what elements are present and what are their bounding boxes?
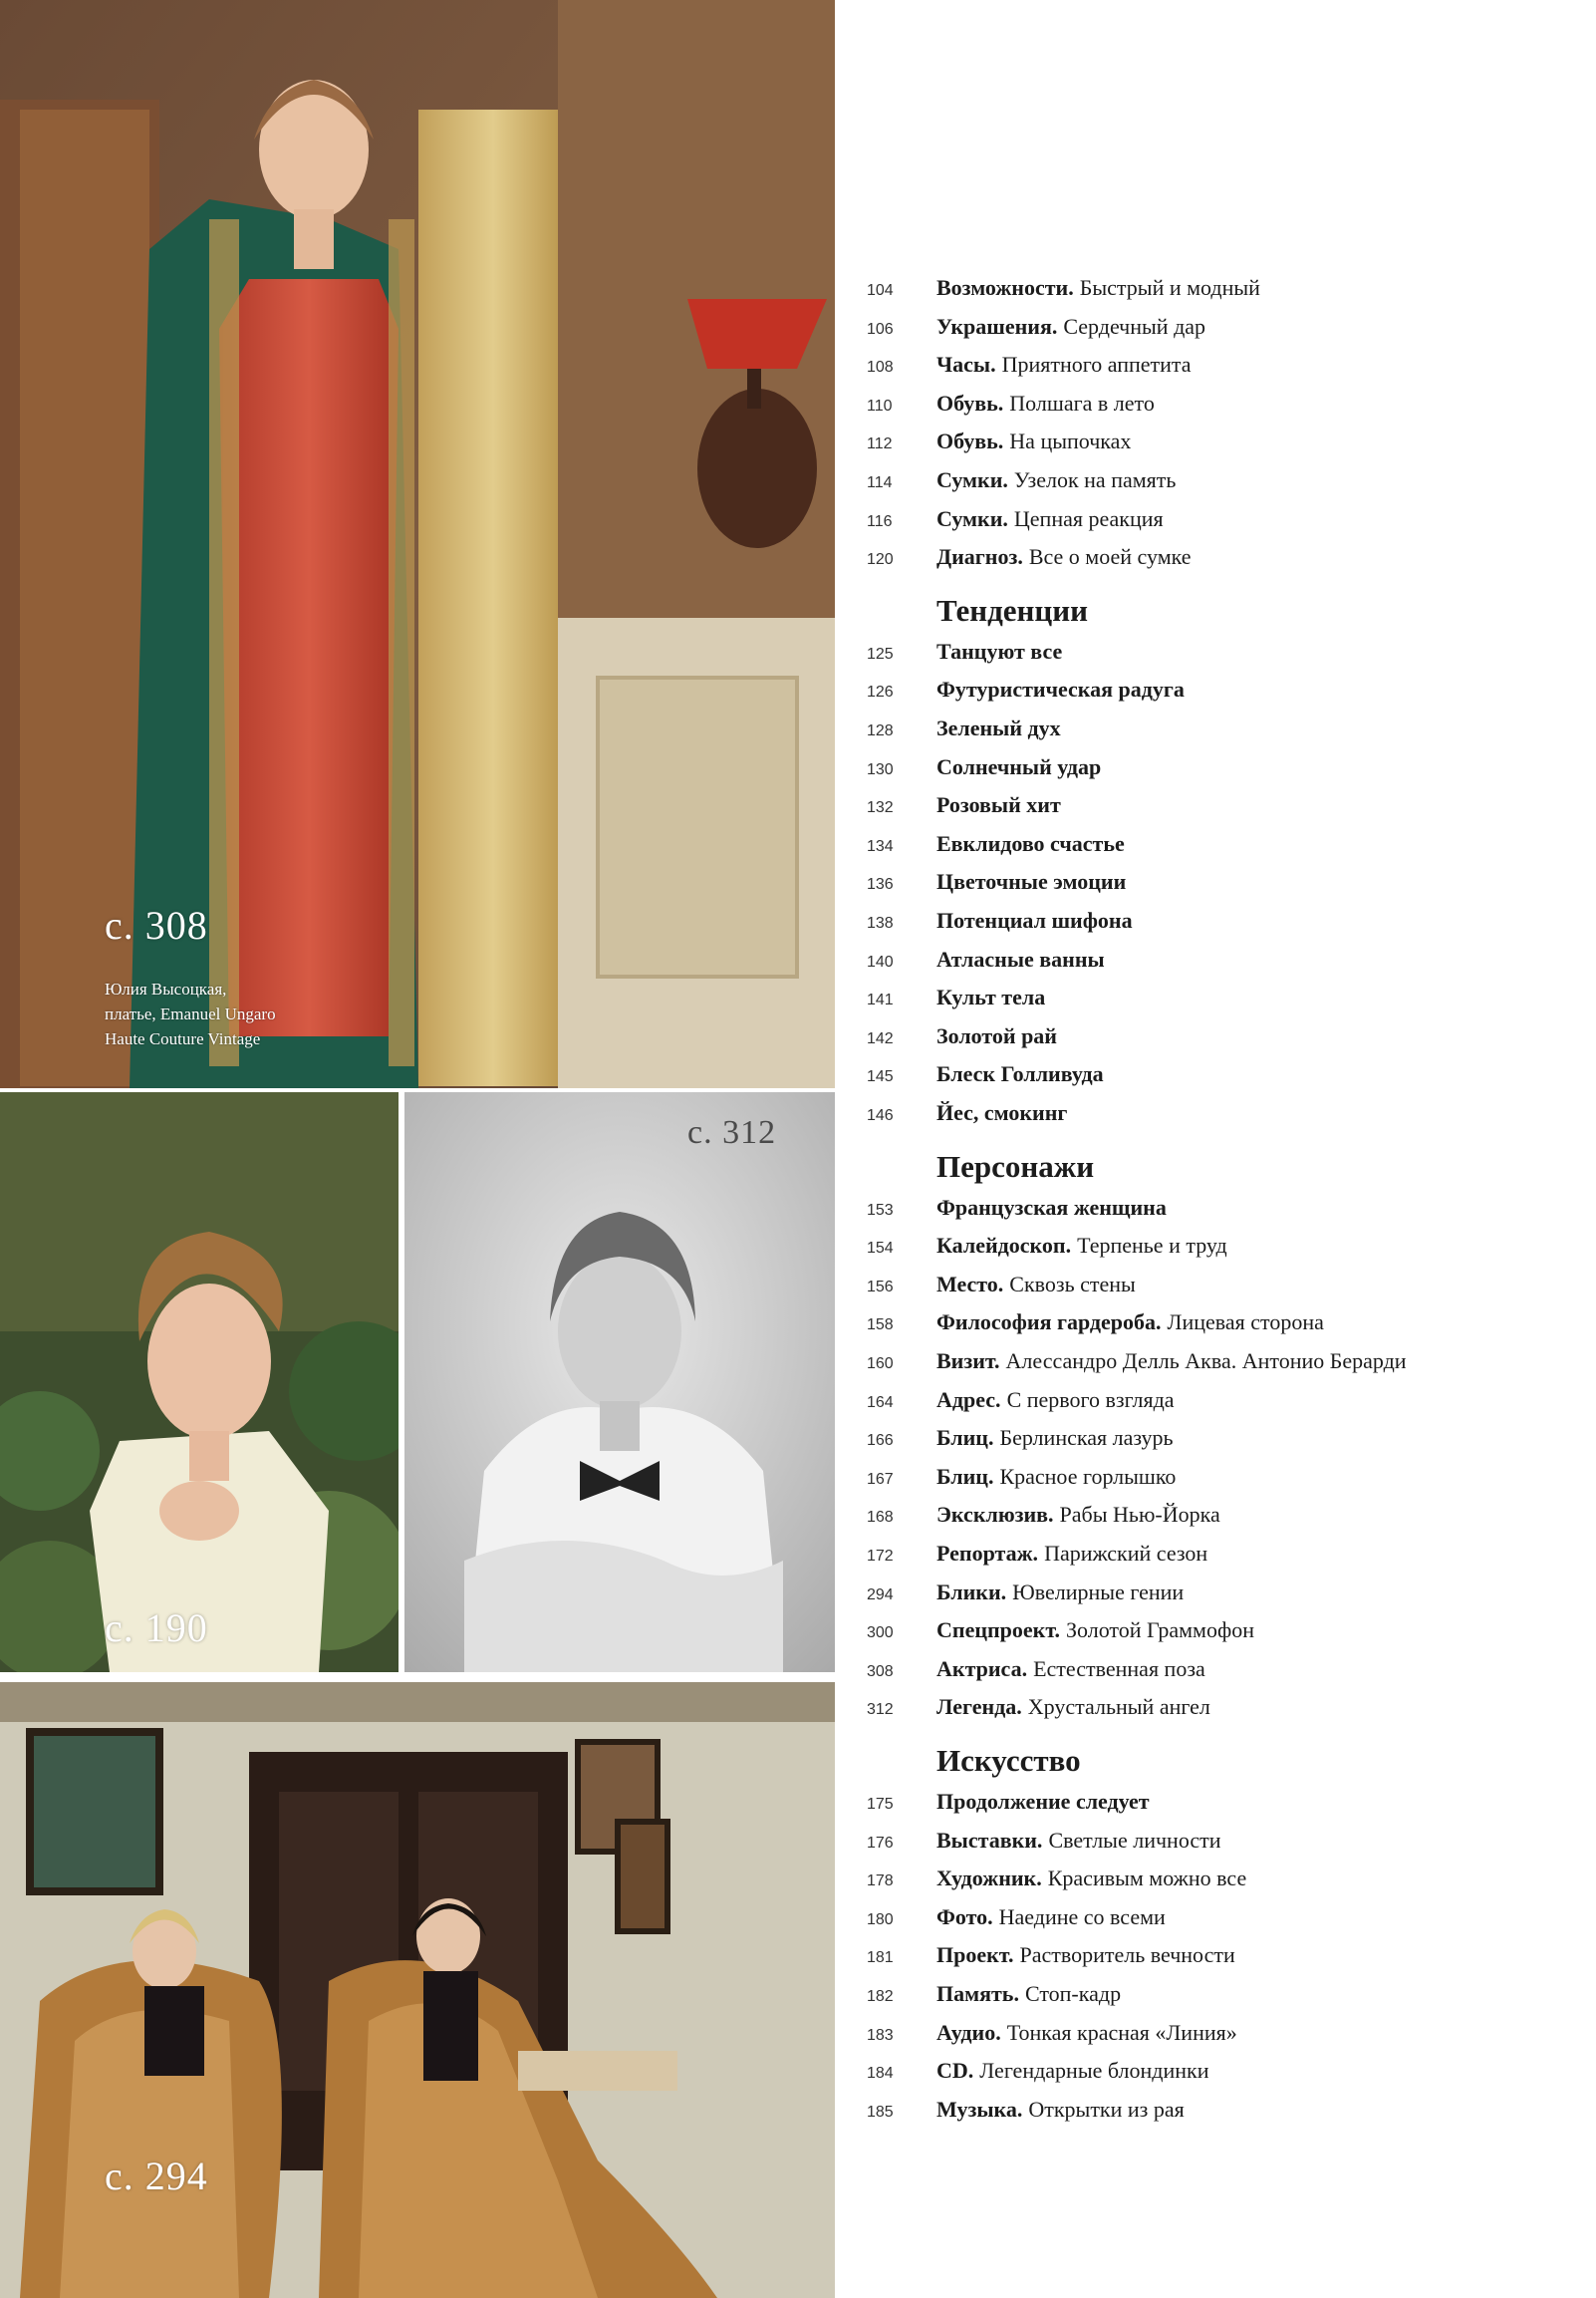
toc-entry (867, 863, 1126, 901)
toc-entry-title: Визит. (936, 1348, 1000, 1373)
toc-page-number: 153 (867, 1201, 894, 1219)
toc-page-number: 185 (867, 2103, 894, 2121)
toc-entry-title: Евклидово счастье (936, 830, 1125, 856)
toc-page-number: 160 (867, 1355, 894, 1372)
toc-entry (867, 1975, 1121, 2013)
toc-entry-subtitle: Все о моей сумке (1028, 544, 1192, 570)
toc-entry (867, 1303, 1324, 1341)
toc-entry (867, 1860, 1246, 1897)
toc-entry-title: Французская женщина (936, 1194, 1167, 1220)
toc-page-number: 145 (867, 1068, 894, 1086)
toc-page-number: 140 (867, 953, 894, 971)
toc-entry (867, 825, 1125, 863)
toc-entry-title: Атласные ванны (936, 946, 1105, 972)
toc-entry-subtitle: Сквозь стены (1009, 1271, 1136, 1296)
toc-page-number: 134 (867, 837, 894, 855)
toc-entry (867, 902, 1133, 940)
toc-entry (867, 1189, 1167, 1227)
toc-entry (867, 2052, 1208, 2090)
toc-entry-subtitle: Алессандро Делль Аква. Антонио Берарди (1005, 1348, 1407, 1373)
toc-entry (867, 269, 1260, 307)
toc-entry-title: Танцуют все (936, 638, 1063, 664)
page-ref-312: с. 312 (687, 1114, 777, 1151)
toc-page-number: 114 (867, 474, 893, 491)
toc-entry (867, 1342, 1407, 1380)
toc-page-number: 104 (867, 282, 894, 299)
toc-entry (867, 1227, 1227, 1265)
toc-entry-subtitle: Цепная реакция (1013, 505, 1164, 531)
toc-entry-title: Актриса. (936, 1655, 1028, 1681)
caption-line: Haute Couture Vintage (105, 1029, 261, 1048)
toc-page-number: 141 (867, 992, 894, 1009)
toc-entry (867, 979, 1045, 1016)
toc-entry-title: Место. (936, 1271, 1004, 1296)
toc-entry-subtitle: Наедине со всеми (998, 1903, 1166, 1929)
toc-page-number: 164 (867, 1393, 894, 1411)
toc-page-number: 116 (867, 512, 893, 530)
page-ref-190: с. 190 (105, 1605, 208, 1650)
toc-entry-title: Блики. (936, 1579, 1007, 1604)
toc-page-number: 112 (867, 435, 893, 453)
toc-entry-subtitle: На цыпочках (1009, 429, 1132, 454)
toc-page-number: 178 (867, 1872, 894, 1890)
toc-entry (867, 710, 1061, 747)
toc-entry-title: CD. (936, 2058, 974, 2084)
toc-entry (867, 538, 1192, 576)
toc-entry-title: Легенда. (936, 1694, 1022, 1720)
toc-entry-title: Блиц. (936, 1425, 994, 1451)
toc-page-number: 176 (867, 1834, 894, 1852)
toc-entry-subtitle: Растворитель вечности (1019, 1942, 1235, 1968)
toc-entry-title: Блиц. (936, 1463, 994, 1489)
toc-entry-title: Продолжение следует (936, 1789, 1150, 1814)
toc-entry (867, 461, 1176, 499)
toc-entry-subtitle: Быстрый и модный (1079, 275, 1260, 300)
toc-entry (867, 1574, 1184, 1611)
photo-woman-bow-tie (404, 1092, 835, 1672)
toc-page-number: 125 (867, 645, 894, 663)
toc-page-number: 108 (867, 359, 894, 377)
toc-page-number: 126 (867, 684, 894, 702)
toc-page-number: 110 (867, 397, 893, 415)
toc-page-number: 181 (867, 1949, 894, 1967)
toc-entry (867, 1822, 1221, 1860)
toc-page-number: 312 (867, 1701, 894, 1719)
toc-page-number: 167 (867, 1470, 894, 1488)
toc-entry (867, 1898, 1166, 1936)
toc-entry (867, 1650, 1205, 1688)
toc-entry (867, 633, 1062, 671)
toc-entry-subtitle: Естественная поза (1033, 1655, 1205, 1681)
toc-page-number: 154 (867, 1240, 894, 1258)
toc-page-number: 146 (867, 1107, 894, 1124)
toc-entry (867, 346, 1192, 384)
toc-entry-title: Потенциал шифона (936, 908, 1133, 933)
toc-entry-subtitle: Сердечный дар (1063, 313, 1206, 339)
caption-line: платье, Emanuel Ungaro (105, 1005, 276, 1023)
toc-entry-subtitle: Хрустальный ангел (1027, 1694, 1210, 1720)
toc-entry-title: Зеленый дух (936, 716, 1061, 740)
toc-page-number: 142 (867, 1029, 894, 1047)
toc-page-number: 136 (867, 876, 894, 894)
toc-entry-subtitle: Узелок на память (1013, 467, 1177, 492)
photo-two-women-armchairs (0, 1682, 835, 2298)
toc-entry-title: Футуристическая радуга (936, 677, 1185, 703)
photo-caption-actress (105, 977, 276, 1051)
toc-entry-title: Спецпроект. (936, 1617, 1061, 1643)
toc-entry-title: Музыка. (936, 2096, 1023, 2122)
toc-entry (867, 308, 1205, 346)
toc-page-number: 166 (867, 1432, 894, 1450)
toc-entry-subtitle: Стоп-кадр (1024, 1981, 1122, 2006)
toc-entry (867, 1017, 1057, 1055)
toc-entry-title: Аудио. (936, 2019, 1001, 2045)
toc-entry-title: Культ тела (936, 985, 1046, 1010)
toc-page-number: 182 (867, 1988, 894, 2005)
toc-entry-title: Художник. (936, 1866, 1042, 1891)
toc-entry-title: Цветочные эмоции (936, 869, 1127, 895)
photo-woman-white-blouse (0, 1092, 399, 1672)
toc-page-number: 156 (867, 1278, 894, 1295)
toc-entry (867, 2091, 1185, 2129)
toc-entry-subtitle: Легендарные блондинки (979, 2058, 1209, 2084)
toc-entry-subtitle: Золотой Граммофон (1066, 1617, 1255, 1643)
toc-page-number: 184 (867, 2065, 894, 2083)
toc-page-number: 183 (867, 2026, 894, 2044)
toc-page-number: 294 (867, 1585, 894, 1603)
toc-page-number: 106 (867, 320, 894, 338)
toc-entry (867, 1458, 1176, 1496)
toc-section-heading: Персонажи (936, 1148, 1095, 1184)
toc-entry-subtitle: Открытки из рая (1028, 2096, 1185, 2122)
photo-woman-white-blouse-image (0, 1092, 399, 1672)
toc-entry (867, 1688, 1210, 1726)
toc-entry-title: Адрес. (936, 1386, 1001, 1412)
toc-entry-title: Солнечный удар (936, 753, 1102, 779)
toc-entry-title: Репортаж. (936, 1541, 1039, 1566)
toc-entry-subtitle: Лицевая сторона (1167, 1309, 1324, 1335)
page-ref-308: с. 308 (105, 903, 208, 948)
toc-entry (867, 1611, 1254, 1649)
toc-entry (867, 1419, 1174, 1457)
toc-page-number: 158 (867, 1316, 894, 1334)
toc-entry-subtitle: Светлые личности (1048, 1827, 1221, 1853)
toc-entry-title: Украшения. (936, 313, 1058, 339)
toc-page-number: 130 (867, 760, 894, 778)
toc-entry-title: Проект. (936, 1942, 1014, 1968)
toc-entry-title: Философия гардероба. (936, 1309, 1162, 1335)
toc-page-number: 308 (867, 1662, 894, 1680)
toc-entry (867, 1055, 1104, 1093)
toc-entry-subtitle: Ювелирные гении (1012, 1579, 1185, 1604)
toc-entry (867, 671, 1185, 709)
toc-entry-title: Калейдоскоп. (936, 1233, 1072, 1259)
toc-page-number: 175 (867, 1796, 894, 1813)
toc-entry (867, 423, 1131, 460)
photo-two-women-armchairs-image (0, 1682, 835, 2298)
toc-entry (867, 1936, 1235, 1974)
toc-entry-subtitle: Рабы Нью-Йорка (1059, 1502, 1220, 1528)
toc-entry-subtitle: Красное горлышко (999, 1463, 1177, 1489)
toc-entry (867, 748, 1101, 786)
toc-entry-subtitle: Терпенье и труд (1077, 1233, 1227, 1259)
toc-entry-subtitle: Тонкая красная «Линия» (1006, 2019, 1237, 2045)
toc-entry-subtitle: Парижский сезон (1044, 1541, 1208, 1566)
toc-entry (867, 500, 1164, 538)
toc-entry-subtitle: Полшага в лето (1009, 390, 1155, 416)
toc-page-number: 180 (867, 1910, 894, 1928)
toc-entry-title: Обувь. (936, 429, 1004, 454)
toc-entry-title: Фото. (936, 1903, 993, 1929)
toc-entry-title: Сумки. (936, 467, 1008, 492)
toc-entry (867, 1783, 1150, 1821)
toc-entry-title: Блеск Голливуда (936, 1061, 1104, 1087)
toc-entry-title: Розовый хит (936, 792, 1061, 818)
toc-page-number: 168 (867, 1509, 894, 1527)
toc-entry-title: Выставки. (936, 1827, 1043, 1853)
toc-entry (867, 1535, 1207, 1573)
toc-entry-title: Диагноз. (936, 544, 1023, 570)
toc-entry (867, 1094, 1067, 1132)
toc-page-number: 132 (867, 799, 894, 817)
toc-section-heading: Тенденции (936, 592, 1089, 628)
toc-entry-title: Возможности. (936, 275, 1074, 300)
toc-entry-subtitle: Приятного аппетита (1001, 352, 1192, 378)
toc-entry-title: Золотой рай (936, 1022, 1057, 1048)
photo-woman-bow-tie-image (404, 1092, 835, 1672)
toc-entry (867, 1266, 1136, 1303)
toc-entry (867, 385, 1155, 423)
toc-section-heading: Искусство (936, 1743, 1081, 1778)
toc-entry-subtitle: Красивым можно все (1047, 1866, 1247, 1891)
toc-entry-title: Часы. (936, 352, 996, 378)
caption-line: Юлия Высоцкая, (105, 980, 227, 999)
toc-entry-title: Эксклюзив. (936, 1502, 1054, 1528)
toc-entry-title: Обувь. (936, 390, 1004, 416)
toc-entry-title: Йес, смокинг (936, 1100, 1068, 1125)
toc-page-number: 172 (867, 1548, 894, 1565)
toc-entry-title: Память. (936, 1981, 1019, 2006)
toc-page-number: 128 (867, 722, 894, 739)
toc-entry (867, 941, 1105, 979)
toc-entry-subtitle: С первого взгляда (1006, 1386, 1175, 1412)
toc-entry (867, 1381, 1175, 1419)
toc-entry (867, 1496, 1220, 1534)
toc-entry (867, 786, 1061, 824)
toc-page-number: 138 (867, 915, 894, 932)
toc-entry-subtitle: Берлинская лазурь (999, 1425, 1174, 1451)
toc-page-number: 300 (867, 1624, 894, 1642)
toc-entry-title: Сумки. (936, 505, 1008, 531)
toc-entry (867, 2014, 1237, 2052)
page-ref-294: с. 294 (105, 2154, 208, 2198)
toc-page-number: 120 (867, 551, 894, 569)
